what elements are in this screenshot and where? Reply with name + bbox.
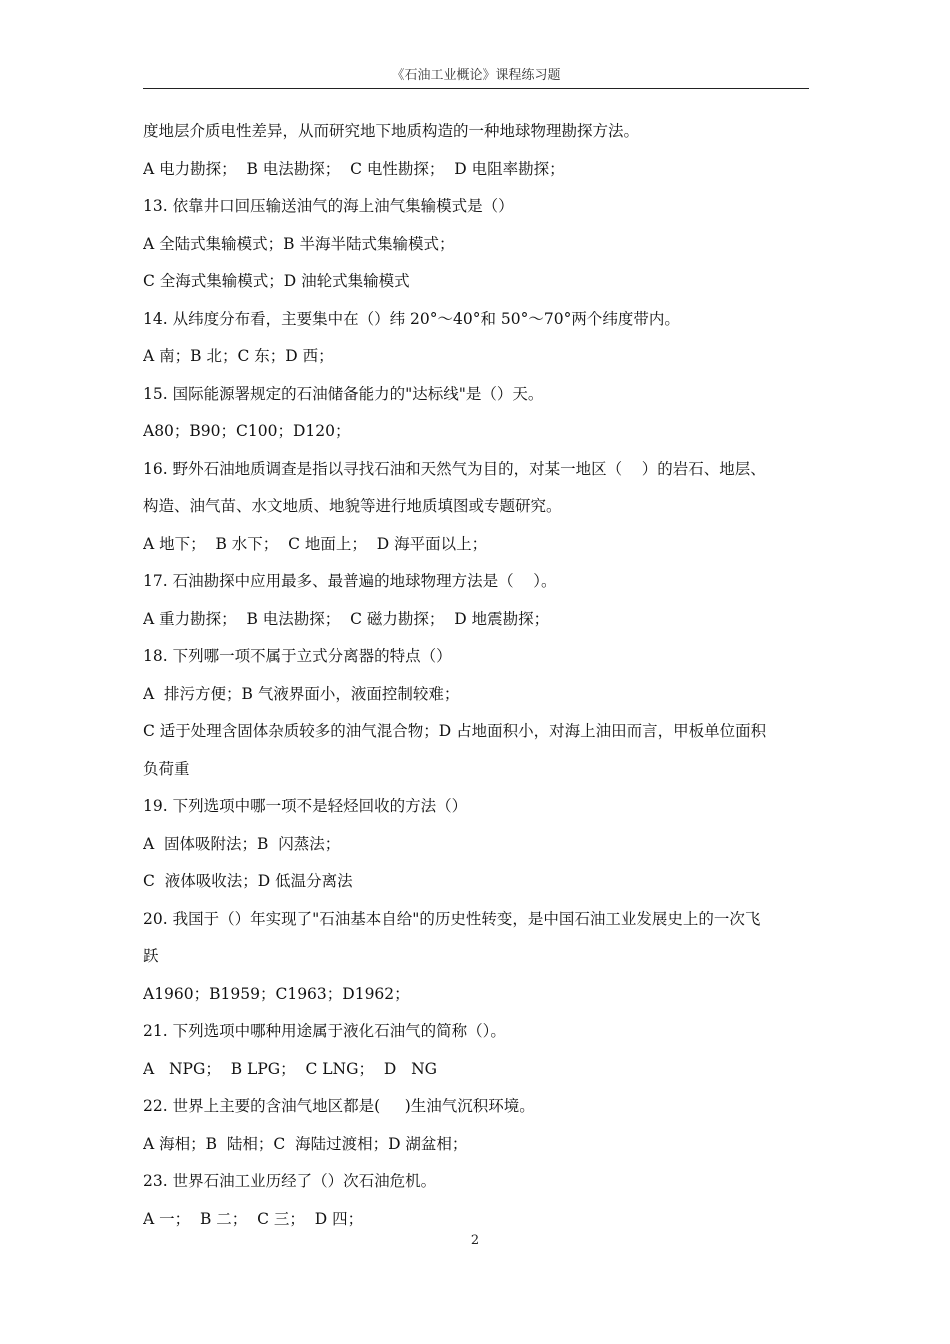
answer-options: A 海相；B 陆相；C 海陆过渡相；D 湖盆相；	[143, 1134, 468, 1153]
question-18: 18. 下列哪一项不属于立式分离器的特点（）	[143, 647, 452, 665]
question-20-continued: 跃	[143, 947, 159, 965]
question-23: 23. 世界石油工业历经了（）次石油危机。	[143, 1172, 437, 1190]
question-17: 17. 石油勘探中应用最多、最普遍的地球物理方法是（ ）。	[143, 572, 557, 590]
answer-options: A 地下； B 水下； C 地面上； D 海平面以上；	[143, 534, 488, 553]
question-14: 14. 从纬度分布看，主要集中在（）纬 20°～40°和 50°～70°两个纬度带内。	[143, 309, 680, 328]
answer-options: A NPG； B LPG； C LNG； D NG	[143, 1059, 438, 1078]
header-title: 《石油工业概论》课程练习题	[391, 68, 561, 83]
question-16: 16. 野外石油地质调查是指以寻找石油和天然气为目的，对某一地区（ ）的岩石、地层、	[143, 459, 766, 478]
question-15: 15. 国际能源署规定的石油储备能力的"达标线"是（）天。	[143, 384, 544, 403]
answer-options-continued: 负荷重	[143, 759, 190, 778]
answer-options: C 适于处理含固体杂质较多的油气混合物；D 占地面积小，对海上油田而言，甲板单位面积	[143, 722, 767, 740]
answer-options: C 液体吸收法；D 低温分离法	[143, 872, 353, 890]
answer-options: A80；B90；C100；D120；	[143, 422, 351, 440]
question-20: 20. 我国于（）年实现了"石油基本自给"的历史性转变，是中国石油工业发展史上的一次飞	[143, 909, 761, 928]
answer-options: A 全陆式集输模式；B 半海半陆式集输模式；	[143, 234, 455, 253]
question-22: 22. 世界上主要的含油气地区都是( )生油气沉积环境。	[143, 1097, 535, 1115]
answer-options: A 一； B 二； C 三； D 四；	[143, 1209, 364, 1228]
answer-options: A 电力勘探； B 电法勘探； C 电性勘探； D 电阻率勘探；	[143, 159, 565, 178]
page-header	[143, 66, 809, 89]
text-line: 度地层介质电性差异，从而研究地下地质构造的一种地球物理勘探方法。	[143, 122, 640, 140]
document-body	[143, 113, 813, 1238]
answer-options: A 固体吸附法；B 闪蒸法；	[143, 834, 341, 853]
answer-options: A 重力勘探； B 电法勘探； C 磁力勘探； D 地震勘探；	[143, 609, 550, 628]
question-19: 19. 下列选项中哪一项不是轻烃回收的方法（）	[143, 797, 468, 815]
answer-options: A 排污方便；B 气液界面小，液面控制较难；	[143, 684, 460, 703]
question-16-continued: 构造、油气苗、水文地质、地貌等进行地质填图或专题研究。	[143, 497, 562, 515]
answer-options: A 南；B 北；C 东；D 西；	[143, 347, 334, 365]
question-21: 21. 下列选项中哪种用途属于液化石油气的简称（）。	[143, 1022, 506, 1040]
answer-options: C 全海式集输模式；D 油轮式集输模式	[143, 272, 410, 290]
page-number: 2	[470, 1233, 480, 1248]
answer-options: A1960；B1959；C1963；D1962；	[143, 984, 410, 1003]
question-13: 13. 依靠井口回压输送油气的海上油气集输模式是（）	[143, 197, 514, 215]
